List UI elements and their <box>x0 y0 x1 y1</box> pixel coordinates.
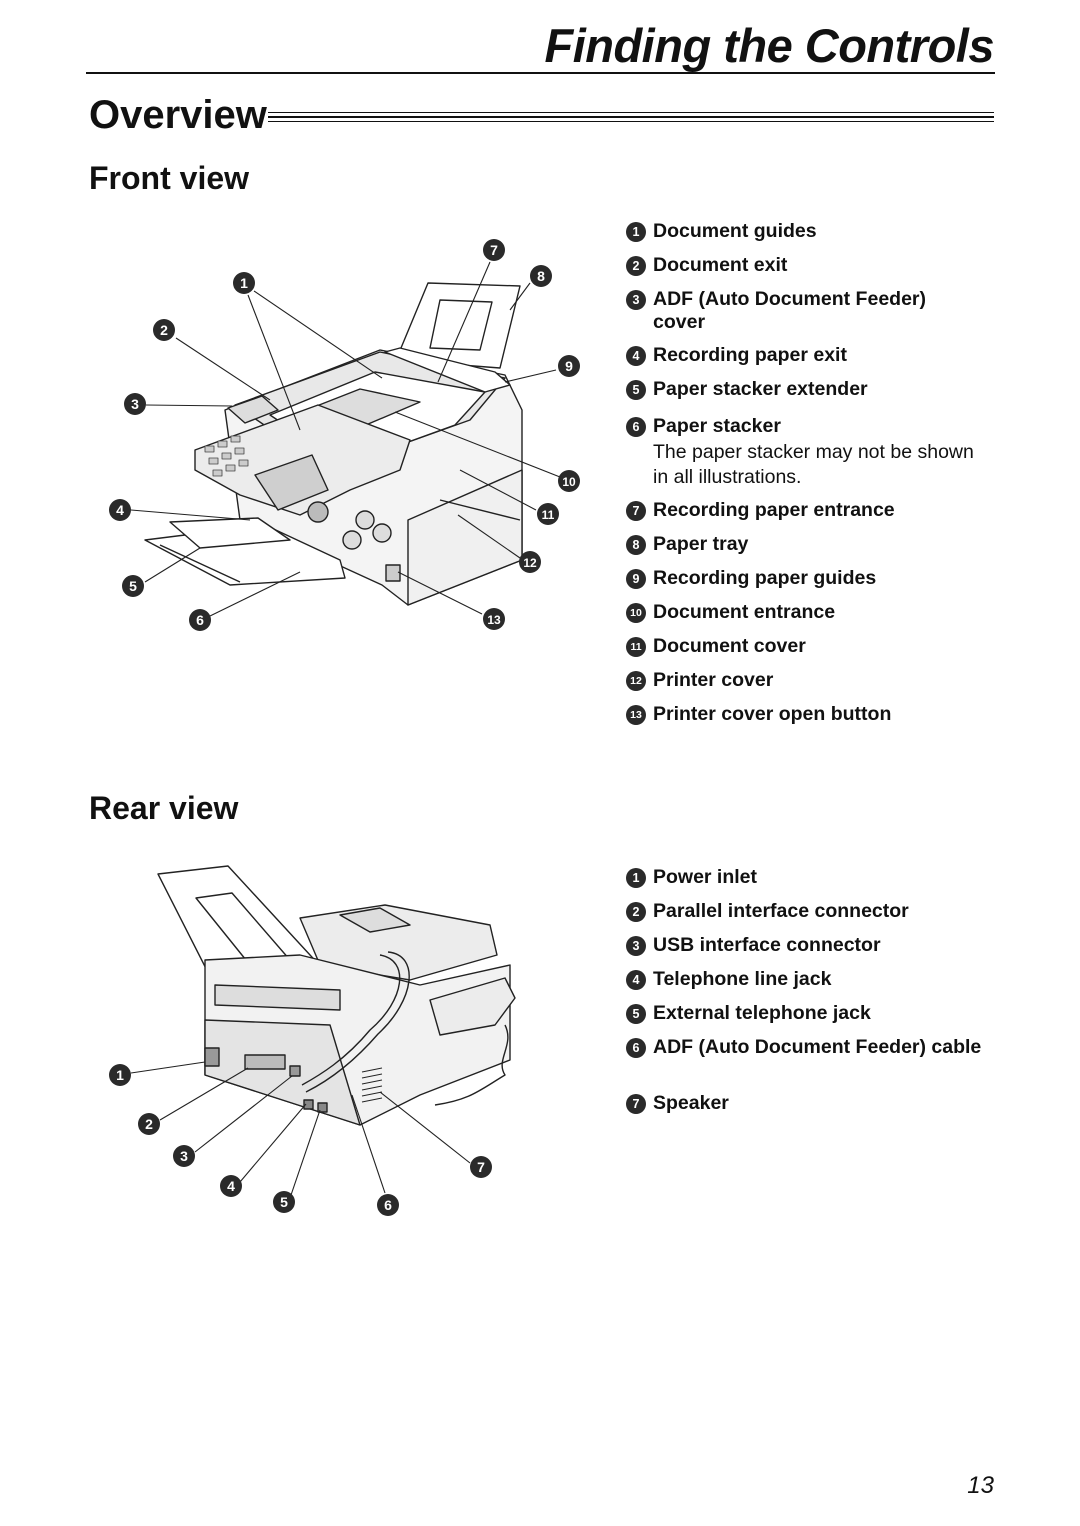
page-number: 13 <box>967 1472 994 1499</box>
svg-text:12: 12 <box>523 556 537 570</box>
legend-label: Paper tray <box>653 533 749 555</box>
legend-note: The paper stacker may not be shown in all illustrations. <box>653 441 974 488</box>
number-marker: 4 <box>626 346 646 366</box>
legend-label: Document entrance <box>653 601 836 623</box>
svg-text:3: 3 <box>180 1148 188 1164</box>
legend-label: Paper stacker extender <box>653 378 868 400</box>
section-rule <box>268 112 994 126</box>
svg-text:3: 3 <box>131 396 139 412</box>
svg-text:2: 2 <box>160 322 168 338</box>
number-marker: 9 <box>626 569 646 589</box>
svg-text:7: 7 <box>490 242 498 258</box>
svg-text:4: 4 <box>227 1178 235 1194</box>
svg-text:2: 2 <box>145 1116 153 1132</box>
number-marker: 7 <box>626 1094 646 1114</box>
legend-label: Speaker <box>653 1092 729 1114</box>
rear-view-title: Rear view <box>89 790 239 826</box>
number-marker: 5 <box>626 1004 646 1024</box>
svg-text:5: 5 <box>280 1194 288 1210</box>
legend-label: Recording paper guides <box>653 567 877 589</box>
svg-text:1: 1 <box>116 1067 124 1083</box>
legend-label: ADF (Auto Document Feeder) cable <box>653 1036 982 1058</box>
legend-label: USB interface connector <box>653 934 881 956</box>
legend-label: ADF (Auto Document Feeder) cover <box>653 288 926 333</box>
legend-label: Power inlet <box>653 866 758 888</box>
number-marker: 3 <box>626 936 646 956</box>
svg-text:7: 7 <box>477 1159 485 1175</box>
number-marker: 5 <box>626 380 646 400</box>
legend-label: Document cover <box>653 635 806 657</box>
legend-label: External telephone jack <box>653 1002 871 1024</box>
svg-text:10: 10 <box>562 475 576 489</box>
svg-text:1: 1 <box>240 275 248 291</box>
legend-label: Paper stacker <box>653 415 781 437</box>
svg-text:5: 5 <box>129 578 137 594</box>
number-marker: 1 <box>626 222 646 242</box>
svg-text:6: 6 <box>384 1197 392 1213</box>
number-marker: 6 <box>626 417 646 437</box>
number-marker: 6 <box>626 1038 646 1058</box>
number-marker: 4 <box>626 970 646 990</box>
number-marker: 2 <box>626 902 646 922</box>
page-header-title: Finding the Controls <box>544 19 994 72</box>
legend-label: Telephone line jack <box>653 968 832 990</box>
number-marker: 10 <box>626 603 646 623</box>
svg-text:6: 6 <box>196 612 204 628</box>
header-rule <box>86 72 995 74</box>
svg-text:4: 4 <box>116 502 124 518</box>
number-marker: 1 <box>626 868 646 888</box>
number-marker: 2 <box>626 256 646 276</box>
section-title: Overview <box>89 93 267 137</box>
number-marker: 11 <box>626 637 646 657</box>
number-marker: 12 <box>626 671 646 691</box>
rear-view-illustration <box>100 862 530 1222</box>
legend-label: Recording paper exit <box>653 344 847 366</box>
front-view-illustration <box>95 232 595 652</box>
number-marker: 7 <box>626 501 646 521</box>
svg-text:9: 9 <box>565 358 573 374</box>
number-marker: 3 <box>626 290 646 310</box>
svg-text:13: 13 <box>487 613 501 627</box>
svg-text:11: 11 <box>541 508 555 522</box>
legend-label: Document guides <box>653 220 817 242</box>
number-marker: 8 <box>626 535 646 555</box>
svg-text:8: 8 <box>537 268 545 284</box>
legend-label: Printer cover <box>653 669 774 691</box>
legend-label: Recording paper entrance <box>653 499 895 521</box>
legend-label: Document exit <box>653 254 788 276</box>
front-view-title: Front view <box>89 160 250 196</box>
legend-label: Printer cover open button <box>653 703 892 725</box>
legend-label: Parallel interface connector <box>653 900 909 922</box>
number-marker: 13 <box>626 705 646 725</box>
